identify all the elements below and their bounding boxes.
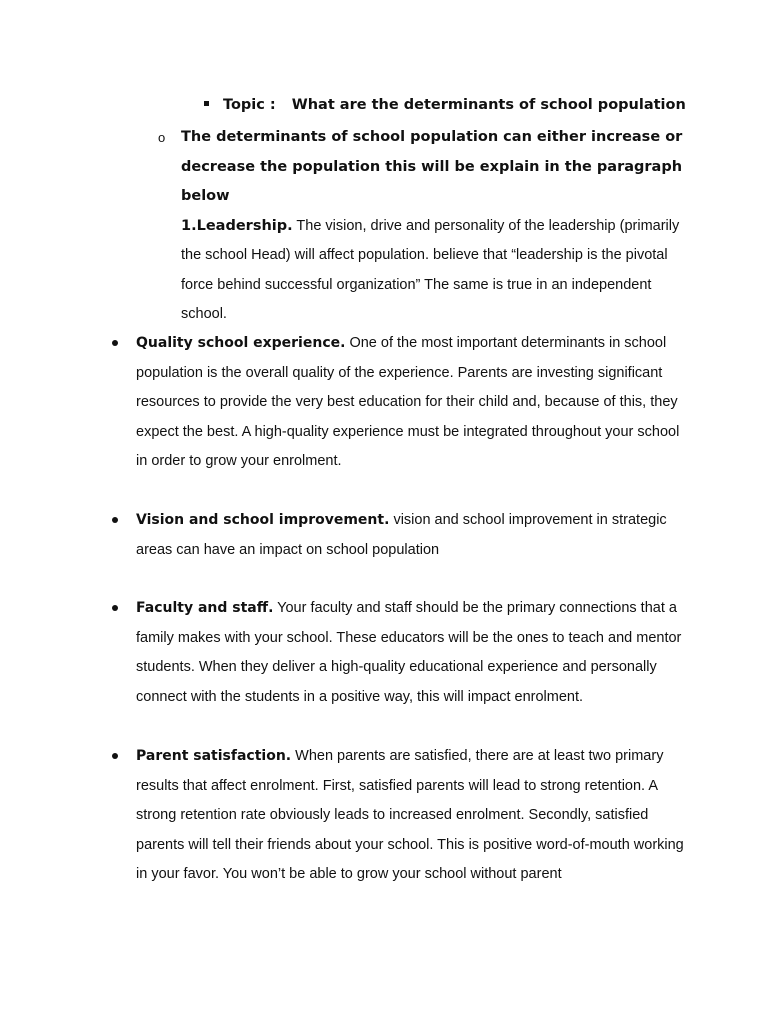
- bullet-body: One of the most important determinants in school population is the overall quality of the experience. Parents are investing significant resources to provide the very best education for their child and, because of this, they expect the best. A high-quality experience must be integrated throughout your school in order to grow your enrolment.: [136, 335, 680, 469]
- topic-title: What are the determinants of school population: [291, 97, 686, 113]
- topic-label: Topic :: [223, 97, 276, 113]
- intro-subsection: [181, 123, 701, 330]
- circle-bullet-icon: o: [158, 130, 166, 145]
- bullet-heading: Parent satisfaction.: [136, 748, 292, 764]
- intro-text: The determinants of school population can either increase or decrease the population this will be explain in the paragraph below: [181, 129, 683, 204]
- topic-heading: [204, 94, 724, 116]
- leadership-body: The vision, drive and personality of the leadership (primarily the school Head) will affect population. believe that “leadership is the pivotal force behind successful organization” The same is true in an independent school.: [181, 217, 680, 322]
- bullet-body: When parents are satisfied, there are at least two primary results that affect enrolment. First, satisfied parents will lead to strong retention. A strong retention rate obviously leads to increased enrolment. Secondly, satisfied parents will tell their friends about your school. This is positive word-of-mouth working in your favor. You won’t be able to grow your school without parent: [136, 748, 684, 882]
- bullet-dot-icon: [112, 340, 118, 346]
- bullet-dot-icon: [112, 517, 118, 523]
- bullet-body: vision and school improvement in strategic areas can have an impact on school population: [136, 512, 667, 558]
- square-bullet-icon: [204, 101, 209, 106]
- bullet-heading: Faculty and staff.: [136, 600, 274, 616]
- leadership-heading: 1.Leadership.: [181, 217, 293, 234]
- bullet-heading: Vision and school improvement.: [136, 512, 390, 528]
- bullet-dot-icon: [112, 753, 118, 759]
- bullet-heading: Quality school experience.: [136, 335, 346, 351]
- bullet-body: Your faculty and staff should be the primary connections that a family makes with your school. These educators will be the ones to teach and mentor students. When they deliver a high-quality educational experience and personally connect with the students in a positive way, this will impact enrolment.: [136, 600, 682, 705]
- bullet-dot-icon: [112, 605, 118, 611]
